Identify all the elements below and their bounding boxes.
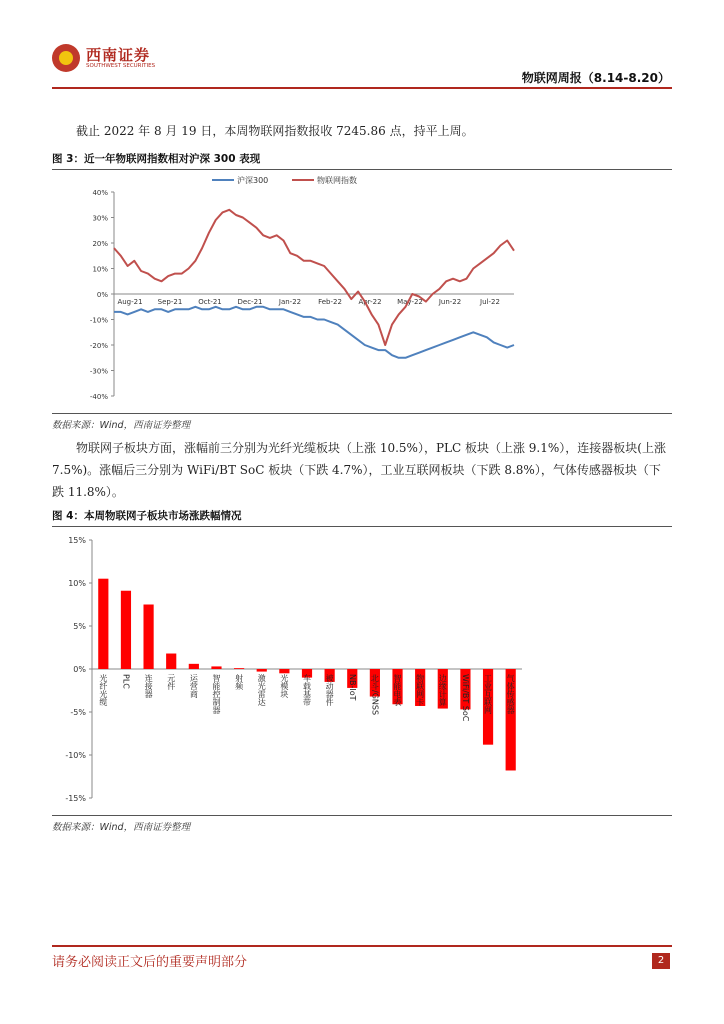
bar-6 — [234, 668, 244, 669]
summary-paragraph: 截止 2022 年 8 月 19 日，本周物联网指数报收 7245.86 点，持平上周。 — [76, 124, 474, 138]
bar-chart — [52, 528, 672, 813]
x-tick-label: Apr-22 — [358, 298, 382, 306]
y-tick-label: 5% — [73, 622, 86, 631]
bar-2 — [143, 605, 153, 670]
bar-7 — [257, 669, 267, 672]
bar-3 — [166, 654, 176, 669]
x-tick-label: Jan-22 — [278, 298, 302, 306]
x-tick-label: Jun-22 — [438, 298, 462, 306]
page-number: 2 — [652, 953, 670, 969]
bar-5 — [211, 666, 221, 669]
category-label-18: 气体传感器 — [506, 674, 516, 714]
y-tick-label: 0% — [73, 665, 86, 674]
x-tick-label: Dec-21 — [237, 298, 263, 306]
x-tick-label: Oct-21 — [198, 298, 222, 306]
figure4-source: 数据来源：Wind，西南证券整理 — [52, 815, 672, 833]
footer-disclaimer: 请务必阅读正文后的重要声明部分 — [52, 955, 248, 970]
y-tick-label: 10% — [92, 265, 108, 274]
logo-english-name: SOUTHWEST SECURITIES — [86, 63, 156, 69]
category-label-15: 边缘计算 — [438, 674, 448, 706]
y-tick-label: -10% — [89, 316, 108, 325]
y-tick-label: -30% — [89, 367, 108, 376]
x-tick-label: Sep-21 — [157, 298, 183, 306]
x-tick-label: May-22 — [397, 298, 423, 306]
y-tick-label: 0% — [96, 291, 108, 299]
category-label-0: 光纤光缆 — [98, 674, 108, 706]
category-label-3: 元件 — [166, 674, 176, 690]
category-label-7: 激光雷达 — [257, 674, 267, 706]
series-line-1 — [114, 210, 514, 345]
y-tick-label: 40% — [92, 189, 108, 197]
x-tick-label: Jul-22 — [480, 298, 500, 306]
category-label-5: 智能控制器 — [211, 674, 221, 714]
category-label-16: WiFi/BT SoC — [460, 674, 470, 722]
category-label-13: 智能电表 — [393, 674, 403, 706]
y-tick-label: -40% — [89, 393, 108, 401]
bar-4 — [189, 664, 199, 669]
category-label-4: 运营商 — [189, 674, 199, 698]
company-logo — [52, 44, 156, 76]
y-tick-label: -20% — [89, 342, 108, 350]
category-label-9: 车载基带 — [302, 674, 312, 706]
bar-0 — [98, 579, 108, 669]
category-label-11: NB-IoT — [347, 674, 357, 701]
category-label-1: PLC — [121, 674, 131, 689]
y-tick-label: 30% — [92, 214, 108, 223]
x-tick-label: Aug-21 — [117, 298, 143, 306]
y-tick-label: -5% — [70, 708, 86, 717]
y-tick-label: 15% — [68, 536, 86, 545]
category-label-10: 被动器件 — [325, 674, 335, 706]
line-chart — [52, 170, 672, 410]
category-label-14: 物联网卡 — [415, 674, 425, 706]
footer-divider — [52, 945, 672, 947]
y-tick-label: -15% — [65, 794, 86, 803]
figure3-title: 图 3：近一年物联网指数相对沪深 300 表现 — [52, 151, 672, 170]
figure4-title: 图 4：本周物联网子板块市场涨跌幅情况 — [52, 508, 672, 527]
bar-8 — [279, 669, 289, 673]
category-label-17: 工业互联网 — [483, 674, 493, 714]
figure3-source: 数据来源：Wind，西南证券整理 — [52, 413, 672, 431]
y-tick-label: 20% — [92, 240, 108, 248]
y-tick-label: 10% — [68, 579, 86, 588]
bar-1 — [121, 591, 131, 669]
legend-label-1: 物联网指数 — [317, 176, 357, 185]
category-label-6: 射频 — [234, 674, 244, 690]
category-label-2: 连接器 — [144, 674, 154, 698]
y-tick-label: -10% — [65, 751, 86, 760]
logo-emblem-icon — [52, 44, 80, 72]
x-tick-label: Feb-22 — [318, 298, 342, 306]
report-title: 物联网周报（8.14-8.20） — [521, 71, 670, 85]
legend-label-0: 沪深300 — [237, 176, 269, 185]
subsector-paragraph: 物联网子板块方面，涨幅前三分别为光纤光缆板块（上涨 10.5%），PLC 板块（上涨 9.1%），连接器板块(上涨 7.5%)。涨幅后三分别为 WiFi/BT SoC 板块（下跌 4.7%），工业互联网板块（下跌 8.8%），气体传感器板块（下跌 11.8%）。 — [52, 441, 666, 499]
series-line-0 — [114, 307, 514, 358]
category-label-12: 北斗/GNSS — [370, 674, 380, 716]
header-divider — [52, 87, 672, 89]
logo-chinese-name: 西南证券 — [86, 46, 151, 64]
category-label-8: 光模块 — [279, 674, 289, 698]
